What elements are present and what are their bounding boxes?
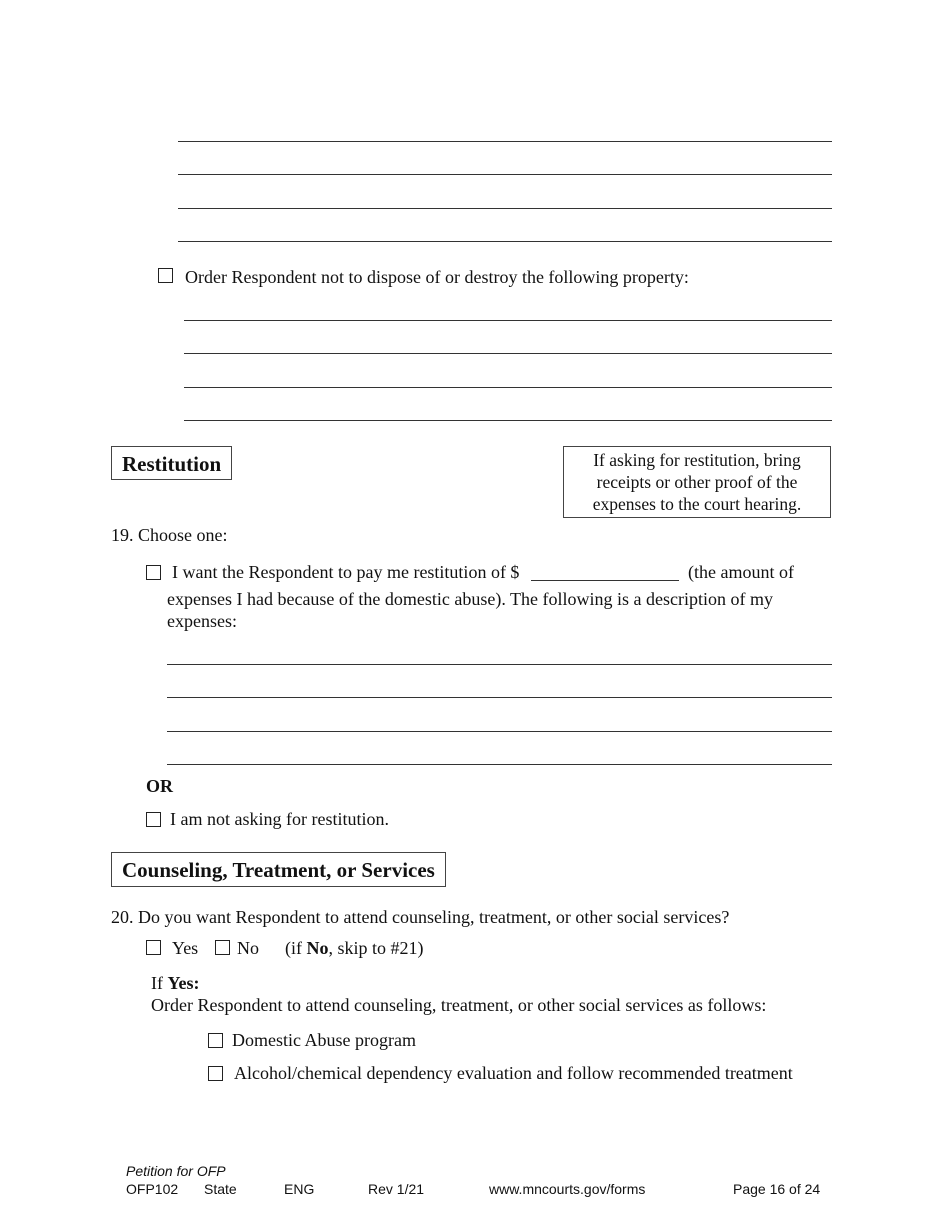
counseling-no-label: No <box>237 938 259 958</box>
footer-form-title: Petition for OFP <box>126 1163 226 1179</box>
question-20: 20. Do you want Respondent to attend counseling, treatment, or other social services? <box>111 907 730 927</box>
skip-instruction: (if No, skip to #21) <box>285 938 424 958</box>
or-label: OR <box>146 776 173 796</box>
restitution-amount-field[interactable] <box>531 580 679 581</box>
dispose-property-checkbox[interactable] <box>158 268 173 283</box>
footer-language: ENG <box>284 1181 315 1197</box>
blank-line[interactable] <box>184 420 832 421</box>
restitution-note: If asking for restitution, bring receipts or other proof of the expenses to the court hearing. <box>563 446 831 518</box>
alcohol-evaluation-checkbox[interactable] <box>208 1066 223 1081</box>
footer-website[interactable]: www.mncourts.gov/forms <box>489 1181 646 1197</box>
blank-line[interactable] <box>167 731 832 732</box>
footer-page-number: Page 16 of 24 <box>733 1181 821 1197</box>
blank-line[interactable] <box>184 353 832 354</box>
question-19: 19. Choose one: <box>111 525 228 545</box>
domestic-abuse-label: Domestic Abuse program <box>232 1030 416 1050</box>
restitution-pay-label-cont: (the amount of <box>688 562 794 582</box>
footer-jurisdiction: State <box>204 1181 237 1197</box>
no-restitution-label: I am not asking for restitution. <box>170 809 389 829</box>
alcohol-evaluation-label: Alcohol/chemical dependency evaluation and follow recommended treatment <box>234 1063 793 1083</box>
counseling-order-text: Order Respondent to attend counseling, treatment, or other social services as follows: <box>151 995 767 1015</box>
counseling-no-checkbox[interactable] <box>215 940 230 955</box>
blank-line[interactable] <box>184 387 832 388</box>
if-yes-label: If Yes: <box>151 973 200 993</box>
restitution-pay-checkbox[interactable] <box>146 565 161 580</box>
blank-line[interactable] <box>178 141 832 142</box>
counseling-header: Counseling, Treatment, or Services <box>111 852 446 887</box>
blank-line[interactable] <box>178 174 832 175</box>
restitution-pay-desc: expenses I had because of the domestic abuse). The following is a description of my <box>167 589 773 609</box>
footer-form-code: OFP102 <box>126 1181 179 1197</box>
blank-line[interactable] <box>167 697 832 698</box>
blank-line[interactable] <box>178 241 832 242</box>
blank-line[interactable] <box>178 208 832 209</box>
blank-line[interactable] <box>167 664 832 665</box>
footer-revision: Rev 1/21 <box>368 1181 425 1197</box>
counseling-yes-label: Yes <box>172 938 199 958</box>
blank-line[interactable] <box>167 764 832 765</box>
blank-line[interactable] <box>184 320 832 321</box>
restitution-pay-expenses: expenses: <box>167 611 237 631</box>
restitution-header: Restitution <box>111 446 232 480</box>
dispose-property-label: Order Respondent not to dispose of or destroy the following property: <box>185 267 689 287</box>
restitution-pay-label: I want the Respondent to pay me restitution of $ <box>172 562 520 582</box>
domestic-abuse-checkbox[interactable] <box>208 1033 223 1048</box>
no-restitution-checkbox[interactable] <box>146 812 161 827</box>
counseling-yes-checkbox[interactable] <box>146 940 161 955</box>
